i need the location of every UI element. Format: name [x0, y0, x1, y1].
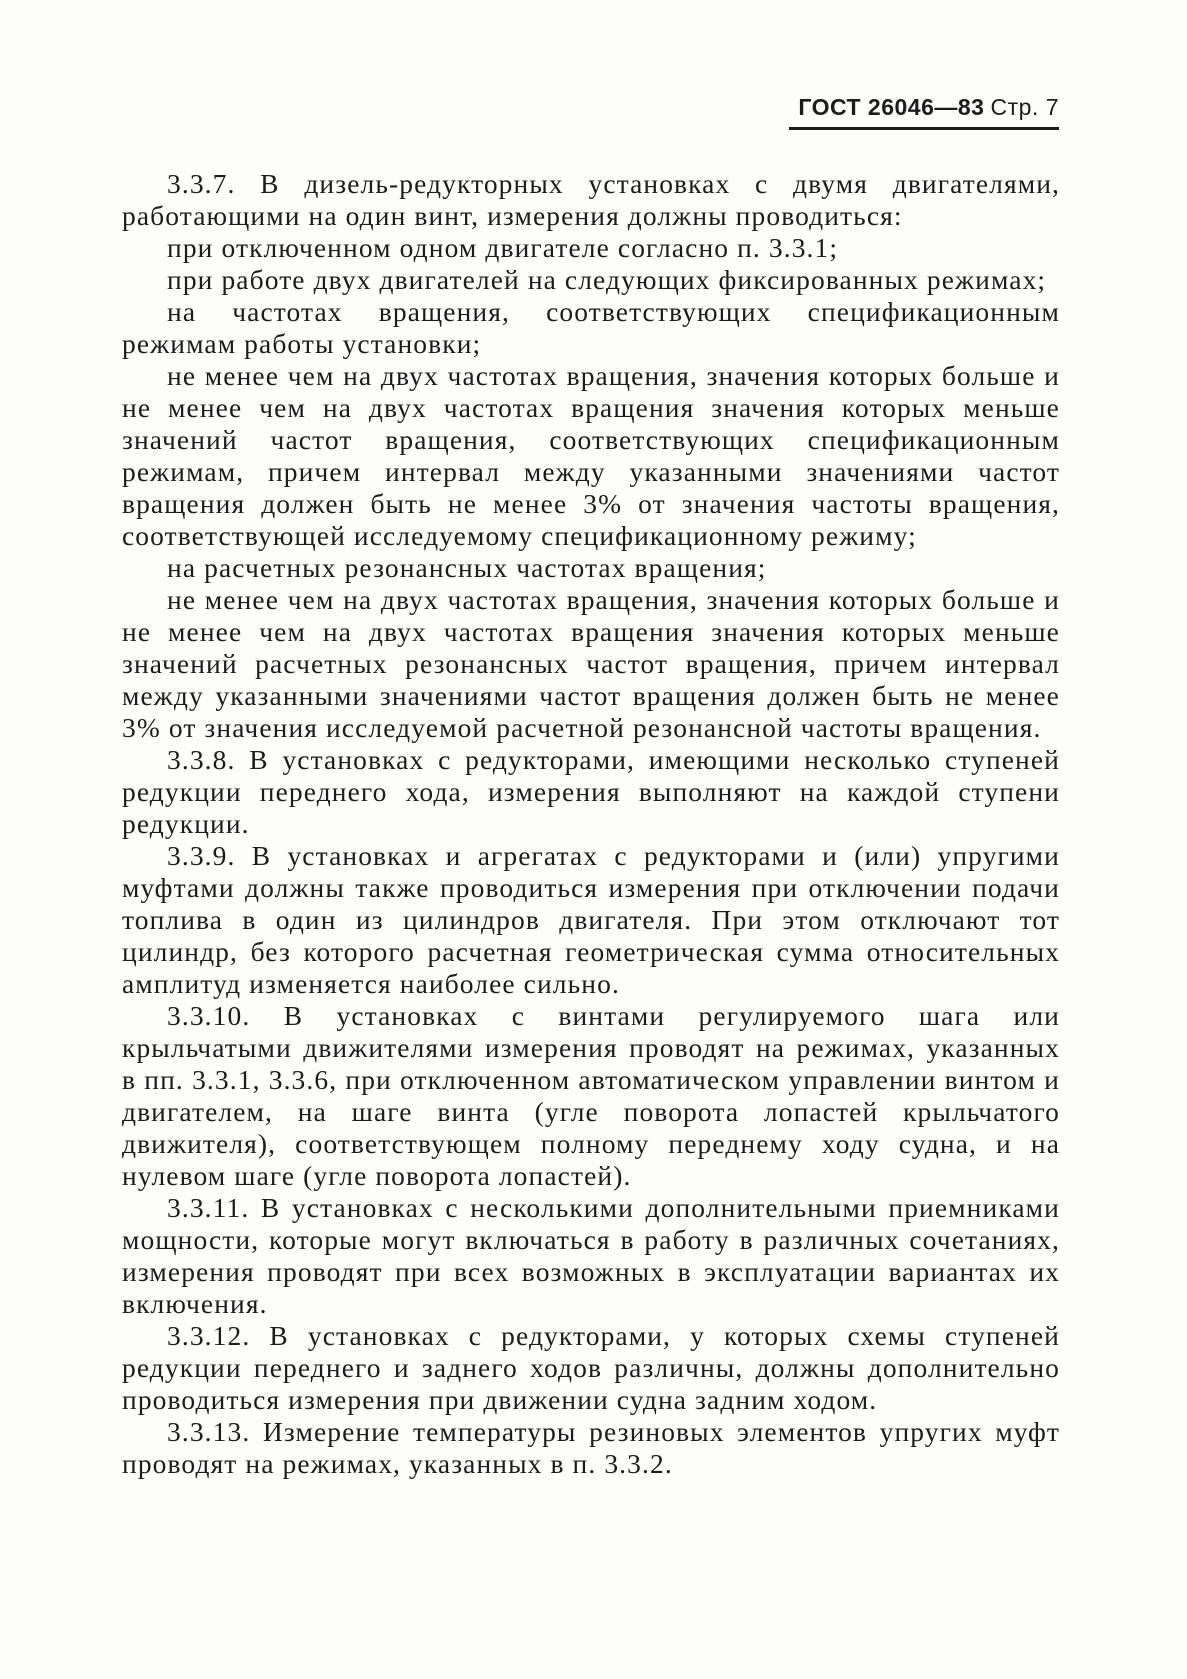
paragraph-item: при отключенном одном двигателе согласно п. 3.3.1; — [167, 232, 839, 263]
paragraph-item: при работе двух двигателей на следующих фиксированных режимах; — [167, 264, 1047, 295]
paragraph-3-3-12: 3.3.12. В установках с редукторами, у которых схемы ступеней редукции переднего и заднего ходов различны, должны дополнительно проводиться измерения при движении судна задним ходом. — [122, 1320, 1060, 1415]
page-header — [789, 94, 1059, 130]
paragraph-item: не менее чем на двух частотах вращения, значения которых больше и не менее чем на двух частотах вращения значения которых меньше значений расчетных резонансных частот вращения, причем интервал между указанными значениями частот вращения должен быть не менее 3% от значения исследуемой расчетной резонансной частоты вращения. — [122, 584, 1060, 743]
paragraph-3-3-10: 3.3.10. В установках с винтами регулируемого шага или крыльчатыми движителями измерения проводят на режимах, указанных в пп. 3.3.1, 3.3.6, при отключенном автоматическом управлении винтом и двигателем, на шаге винта (угле поворота лопастей крыльчатого движителя), соответствующем полному переднему ходу судна, и на нулевом шаге (угле поворота лопастей). — [122, 1000, 1060, 1191]
paragraph-item: на частотах вращения, соответствующих спецификационным режимам работы установки; — [122, 296, 1060, 359]
page-number: Стр. 7 — [990, 94, 1059, 120]
paragraph-item: не менее чем на двух частотах вращения, значения которых больше и не менее чем на двух частотах вращения значения которых меньше значений частот вращения, соответствующих спецификационным режимам, причем интервал между указанными значениями частот вращения должен быть не менее 3% от значения частоты вращения, соответствующей исследуемому спецификационному режиму; — [122, 360, 1060, 551]
paragraph-3-3-7: 3.3.7. В дизель-редукторных установках с двумя двигателями, работающими на один винт, измерения должны проводиться: — [122, 168, 1060, 231]
paragraph-3-3-9: 3.3.9. В установках и агрегатах с редукторами и (или) упругими муфтами должны также проводиться измерения при отключении подачи топлива в один из цилиндров двигателя. При этом отключают тот цилиндр, без которого расчетная геометрическая сумма относительных амплитуд изменяется наиболее сильно. — [122, 840, 1060, 999]
paragraph-3-3-8: 3.3.8. В установках с редукторами, имеющими несколько ступеней редукции переднего хода, измерения выполняют на каждой ступени редукции. — [122, 744, 1060, 839]
standard-number: ГОСТ 26046—83 — [798, 94, 985, 120]
paragraph-3-3-11: 3.3.11. В установках с несколькими дополнительными приемниками мощности, которые могут включаться в работу в различных сочетаниях, измерения проводят при всех возможных в эксплуатации вариантах их включения. — [122, 1192, 1060, 1319]
document-body — [122, 168, 1060, 1480]
paragraph-item: на расчетных резонансных частотах вращения; — [167, 552, 767, 583]
paragraph-3-3-13: 3.3.13. Измерение температуры резиновых элементов упругих муфт проводят на режимах, указанных в п. 3.3.2. — [122, 1416, 1060, 1479]
